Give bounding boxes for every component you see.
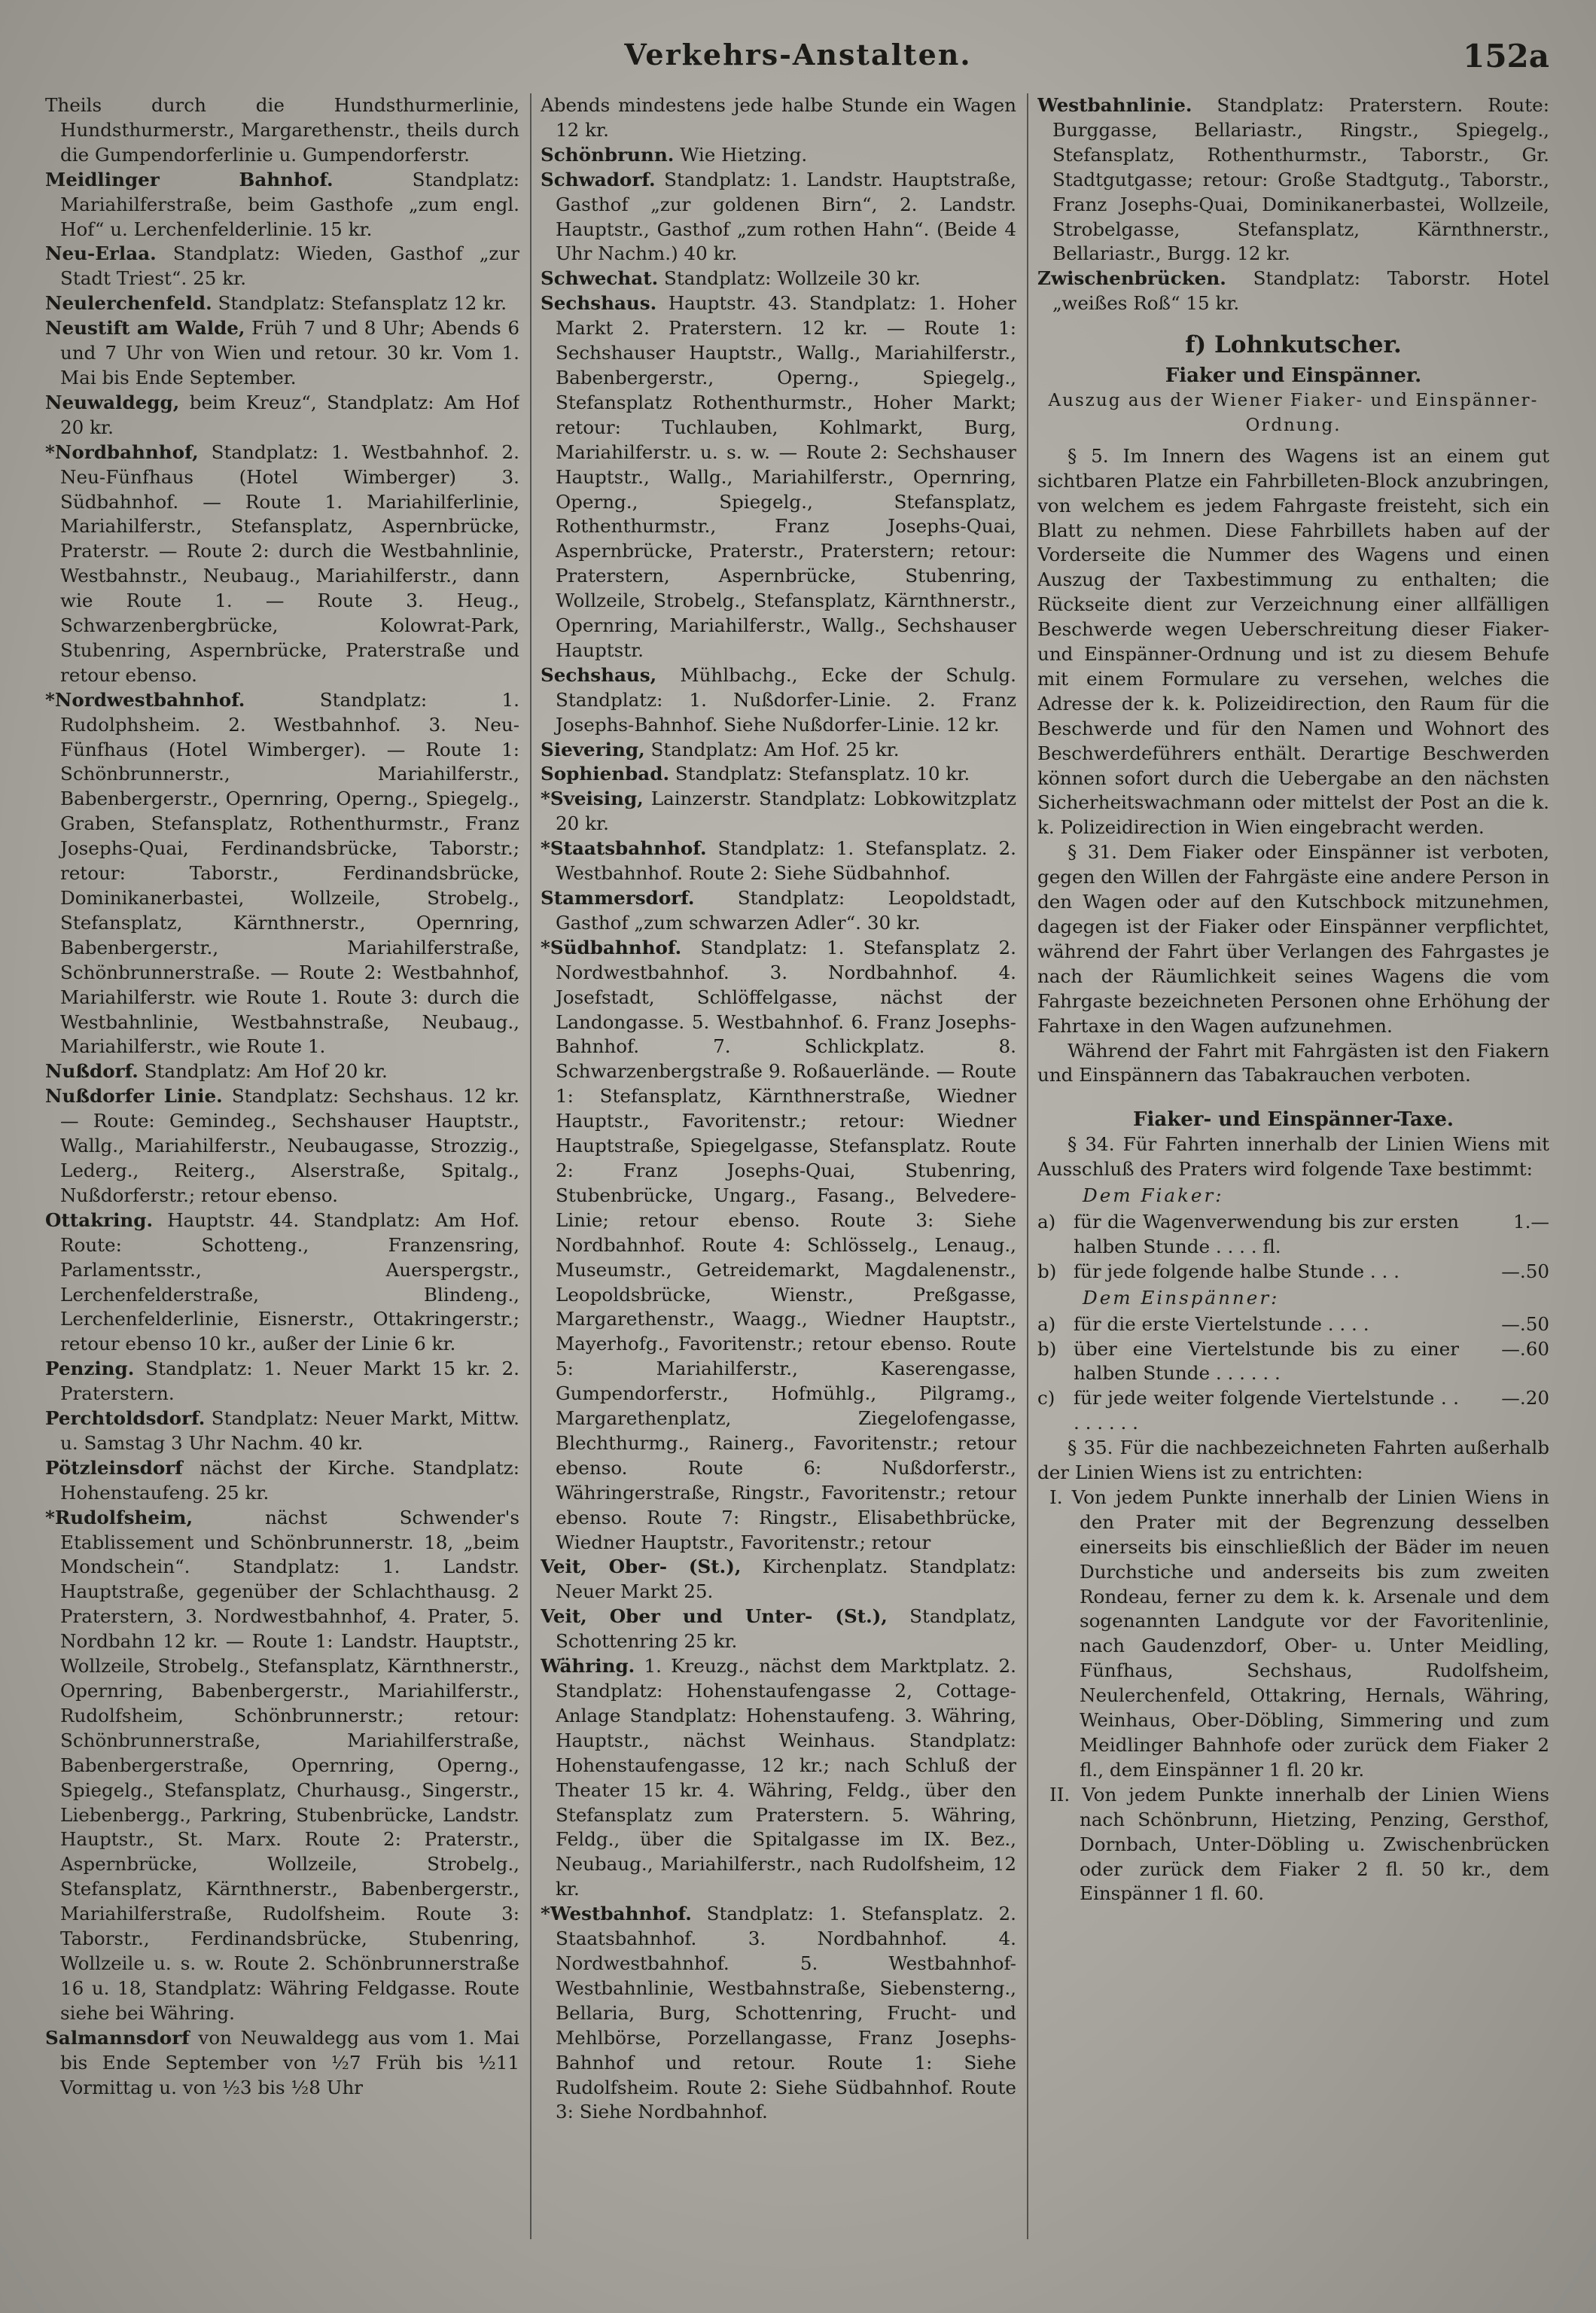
fiaker-rate-table: [1037, 1210, 1549, 1284]
entry-text: Standplatz: Am Hof. 25 kr.: [644, 738, 900, 760]
directory-entry: [541, 1555, 1016, 1604]
entry-text: Standplatz, Schottenring 25 kr.: [556, 1605, 1016, 1653]
entry-text: Standplatz: Taborstr. Hotel „weißes Roß“ 15 kr.: [1052, 267, 1549, 315]
taxe-heading: Fiaker- und Einspänner-Taxe.: [1133, 1108, 1454, 1132]
directory-entry: [45, 316, 519, 391]
entry-text: Standplatz: Wollzeile 30 kr.: [658, 267, 921, 290]
rate-row: [1037, 1337, 1549, 1387]
rate-value: —.50: [1501, 1260, 1549, 1282]
entry-title: Schwechat.: [541, 267, 659, 290]
entry-text: 1. Kreuzg., nächst dem Marktplatz. 2. Standplatz: Hohenstaufengasse 2, Cottage-Anlage Standplatz: Hohenstaufeng. 3. Währing, Hauptstr., nächst Weinhaus. Standplatz: Hohenstaufengasse, 12 kr.; nach Schluß der Theater 15 kr. 4. Währing, Feldg., über den Stefansplatz zum Praterstern. 5. Währing, Feldg., über die Spitalgasse im IX. Bez., Neubaug., Mariahilferstr., nach Rudolfsheim, 12 kr.: [556, 1655, 1016, 1900]
rate-label: b): [1037, 1260, 1057, 1282]
directory-entry: [45, 1059, 519, 1084]
rate-description: über eine Viertelstunde bis zu einer halben Stunde . . . . . .: [1074, 1337, 1459, 1385]
entry-title: Zwischenbrücken.: [1037, 267, 1226, 290]
directory-entry: [541, 1902, 1016, 2125]
entry-text: Früh 7 und 8 Uhr; Abends 6 und 7 Uhr von Wien und retour. 30 kr. Vom 1. Mai bis Ende September.: [60, 317, 519, 389]
entry-text: Standplatz: Sechshaus. 12 kr. — Route: Gemindeg., Sechshauser Hauptstr., Wallg., Mariahilferstr., Neubaugasse, Strozzig., Lederg., Reiterg., Alserstraße, Spitalg., Nußdorferstr.; retour ebenso.: [60, 1085, 519, 1206]
directory-entry: [541, 837, 1016, 886]
entry-title: *Staatsbahnhof.: [541, 837, 707, 860]
rate-row: [1037, 1210, 1549, 1260]
entry-text: nächst Schwender's Etablissement und Schönbrunnerstr. 18, „beim Mondschein“. Standplatz: 1. Landstr. Hauptstraße, gegenüber der Schlachthausg. 2 Praterstern, 3. Nordwestbahnhof, 4. Prater, 5. Nordbahn 12 kr. — Route 1: Landstr. Hauptstr., Wollzeile, Strobelg., Stefansplatz, Kärnthnerstr., Opernring, Babenbergerstr., Mariahilferstr., Rudolfsheim, Schönbrunnerstr.; retour: Schönbrunnerstraße, Mariahilferstraße, Babenbergerstraße, Opernring, Operng., Spiegelg., Stefansplatz, Churhausg., Singerstr., Liebenbergg., Parkring, Stubenbrücke, Landstr. Hauptstr., St. Marx. Route 2: Praterstr., Aspernbrücke, Wollzeile, Strobelg., Stefansplatz, Kärnthnerstr., Babenbergerstr., Mariahilferstraße, Rudolfsheim. Route 3: Taborstr., Ferdinandsbrücke, Stubenring, Wollzeile u. s. w. Route 2. Schönbrunnerstraße 16 u. 18, Standplatz: Währing Feldgasse. Route siehe bei Währing.: [60, 1506, 519, 2024]
entry-text: nächst der Kirche. Standplatz: Hohenstaufeng. 25 kr.: [60, 1456, 519, 1504]
entry-title: Schwadorf.: [541, 168, 656, 190]
entry-text: Standplatz: 1. Stefansplatz. 2. Westbahnhof. Route 2: Siehe Südbahnhof.: [556, 837, 1016, 885]
directory-entry: [541, 143, 1016, 168]
tariff-clause-2: II. Von jedem Punkte innerhalb der Linien Wiens nach Schönbrunn, Hietzing, Penzing, Gersthof, Dornbach, Unter-Döbling u. Zwischenbrücken oder zurück dem Fiaker 2 fl. 50 kr., dem Einspänner 1 fl. 60.: [1049, 1783, 1549, 1905]
rate-description: für jede folgende halbe Stunde . . .: [1074, 1260, 1400, 1282]
entry-title: Veit, Ober- (St.),: [541, 1556, 742, 1578]
directory-entry: [45, 1357, 519, 1406]
entry-title: *Nordwestbahnhof.: [45, 688, 245, 711]
directory-entry: [45, 688, 519, 1060]
column-middle: [541, 93, 1016, 2277]
directory-entry: [45, 1456, 519, 1506]
entry-title: Meidlinger Bahnhof.: [45, 168, 334, 190]
entry-text: Standplatz: Stefansplatz 12 kr.: [212, 292, 507, 315]
entry-title: Stammersdorf.: [541, 887, 695, 909]
entry-text: Abends mindestens jede halbe Stunde ein Wagen 12 kr.: [541, 94, 1016, 141]
entry-title: Nußdorfer Linie.: [45, 1085, 223, 1108]
entry-title: *Nordbahnhof,: [45, 440, 199, 463]
entry-text: Standplatz: Am Hof 20 kr.: [138, 1060, 388, 1083]
directory-entry: [541, 291, 1016, 663]
directory-entry: [45, 93, 519, 168]
entry-title: Neu-Erlaa.: [45, 242, 157, 265]
directory-entry: [541, 787, 1016, 837]
column-divider: [530, 93, 531, 2239]
entry-text: Hauptstr. 43. Standplatz: 1. Hoher Markt 2. Praterstern. 12 kr. — Route 1: Sechshauser Hauptstr., Wallg., Mariahilferstr., Babenbergerstr., Operng., Spiegelg., Stefansplatz Rothenthurmstr., Hoher Markt; retour: Tuchlauben, Kohlmarkt, Burg, Mariahilferstr. u. s. w. — Route 2: Sechshauser Hauptstr., Wallg., Mariahilferstr., Opernring, Operng., Spiegelg., Stefansplatz, Rothenthurmstr., Franz Josephs-Quai, Aspernbrücke, Praterstr., Praterstern; retour: Praterstern, Aspernbrücke, Stubenring, Wollzeile, Strobelg., Stefansplatz, Kärnthnerstr., Opernring, Mariahilferstr., Wallg., Sechshauser Hauptstr.: [556, 292, 1016, 661]
rate-description: für die Wagenverwendung bis zur ersten halben Stunde . . . . fl.: [1074, 1210, 1459, 1257]
rate-value: —.20: [1501, 1387, 1549, 1409]
rate-value: 1.—: [1512, 1210, 1549, 1233]
page-header: [0, 38, 1596, 90]
entry-title: Pötzleinsdorf: [45, 1456, 183, 1479]
directory-entry: [45, 2026, 519, 2101]
entry-text: Hauptstr. 44. Standplatz: Am Hof. Route: Schotteng., Franzensring, Parlamentsstr., Auerspergstr., Lerchenfelderstraße, Blindeng., Lerchenfelderlinie, Eisnerstr., Ottakringerstr.; retour ebenso 10 kr., außer der Linie 6 kr.: [60, 1208, 519, 1355]
directory-entry: [45, 1406, 519, 1456]
rate-description: für jede weiter folgende Viertelstunde . . . . . . . .: [1074, 1387, 1459, 1434]
directory-entry: [1037, 93, 1549, 267]
directory-entry: [45, 291, 519, 316]
directory-entry: [541, 663, 1016, 738]
section-heading: f) Lohnkutscher.: [1185, 331, 1402, 359]
entry-text: Standplatz: Neuer Markt, Mittw. u. Samstag 3 Uhr Nachm. 40 kr.: [60, 1407, 519, 1454]
directory-entry: [45, 242, 519, 291]
directory-entry: [541, 886, 1016, 936]
directory-entry: [45, 1084, 519, 1208]
entry-title: Neuwaldegg,: [45, 391, 180, 413]
entry-text: Standplatz: 1. Rudolphsheim. 2. Westbahnhof. 3. Neu-Fünfhaus (Hotel Wimberger). — Route 1: Schönbrunnerstr., Mariahilferstr., Babenbergerstr., Opernring, Operng., Spiegelg., Graben, Stefansplatz, Rothenthurmstr., Franz Josephs-Quai, Ferdinandsbrücke, Taborstr.; retour: Taborstr., Ferdinandsbrücke, Dominikanerbastei, Wollzeile, Strobelg., Stefansplatz, Kärnthnerstr., Opernring, Babenbergerstr., Mariahilferstraße, Schönbrunnerstraße. — Route 2: Westbahnhof, Mariahilferstr. wie Route 1. Route 3: durch die Westbahnlinie, Westbahnstraße, Neubaug., Mariahilferstr., wie Route 1.: [60, 688, 519, 1058]
entry-text: Kirchenplatz. Standplatz: Neuer Markt 25.: [556, 1556, 1016, 1603]
directory-entry: [541, 93, 1016, 143]
directory-entry: [541, 168, 1016, 267]
directory-entry: [45, 168, 519, 242]
paragraph-smoking: Während der Fahrt mit Fahrgästen ist den Fiakern und Einspännern das Tabakrauchen verboten.: [1037, 1039, 1549, 1086]
rate-label: c): [1037, 1387, 1055, 1409]
rate-value: —.60: [1501, 1337, 1549, 1360]
entry-title: *Sveising,: [541, 788, 644, 810]
directory-entry: [541, 1654, 1016, 1902]
entry-title: Penzing.: [45, 1358, 135, 1380]
entry-title: Westbahnlinie.: [1037, 94, 1192, 116]
fiaker-subheading: Dem Fiaker:: [1083, 1184, 1224, 1207]
entry-text: Standplatz: Praterstern. Route: Burggasse, Bellariastr., Ringstr., Spiegelg., Stefansplatz, Rothenthurmstr., Taborstr., Gr. Stadtgutgasse; retour: Große Stadtgutg., Taborstr., Franz Josephs-Quai, Dominikanerbastei, Wollzeile, Strobelgasse, Stefansplatz, Kärnthnerstr., Bellariastr., Burgg. 12 kr.: [1052, 94, 1549, 265]
rate-label: b): [1037, 1337, 1057, 1360]
entry-text: Standplatz: Wieden, Gasthof „zur Stadt Triest“. 25 kr.: [60, 242, 519, 290]
paragraph-35: § 35. Für die nachbezeichneten Fahrten außerhalb der Linien Wiens ist zu entrichten:: [1037, 1437, 1549, 1484]
rate-label: a): [1037, 1312, 1056, 1335]
entry-title: Salmannsdorf: [45, 2026, 190, 2049]
directory-entry: [45, 391, 519, 440]
rate-row: [1037, 1386, 1549, 1436]
tariff-clause-1: I. Von jedem Punkte innerhalb der Linien Wiens in den Prater mit der Begrenzung desselben einerseits bis einschließlich der Bäder im neuen Durchstiche und anderseits bis zum zweiten Rondeau, ferner zu dem k. k. Arsenale und dem sogenannten Landgute vor der Favoritenlinie, nach Gaudenzdorf, Ober- u. Unter Meidling, Fünfhaus, Sechshaus, Rudolfsheim, Neulerchenfeld, Ottakring, Hernals, Währing, Weinhaus, Ober-Döbling, Simmering und zum Meidlinger Bahnhofe oder zurück dem Fiaker 2 fl., dem Einspänner 1 fl. 20 kr.: [1049, 1486, 1549, 1781]
paragraph-31: § 31. Dem Fiaker oder Einspänner ist verboten, gegen den Willen der Fahrgäste eine andere Person in den Wagen oder auf den Kutschbock mitzunehmen, dagegen ist der Fiaker oder Einspänner verpflichtet, während der Fahrt über Verlangen des Fahrgastes je nach der Räumlichkeit seines Wagens die vom Fahrgaste bezeichneten Personen ohne Erhöhung der Fahrtaxe in den Wagen aufzunehmen.: [1037, 841, 1549, 1037]
directory-entry: [45, 1208, 519, 1357]
fiaker-note: Auszug aus der Wiener Fiaker- und Einspänner-Ordnung.: [1048, 390, 1539, 435]
entry-title: *Rudolfsheim,: [45, 1506, 193, 1528]
entry-text: Standplatz: Leopoldstadt, Gasthof „zum schwarzen Adler“. 30 kr.: [556, 887, 1016, 934]
rate-row: [1037, 1260, 1549, 1284]
entry-title: Sechshaus,: [541, 663, 657, 686]
directory-entry: [541, 738, 1016, 763]
entry-text: Theils durch die Hundsthurmerlinie, Hundsthurmerstr., Margarethenstr., theils durch die Gumpendorferlinie u. Gumpendorferstr.: [45, 94, 519, 166]
entry-title: *Westbahnhof.: [541, 1903, 692, 1925]
entry-text: Lainzerstr. Standplatz: Lobkowitzplatz 20 kr.: [556, 788, 1016, 835]
entry-title: Sechshaus.: [541, 292, 657, 315]
entry-title: Sophienbad.: [541, 763, 670, 785]
entry-title: Ottakring.: [45, 1208, 154, 1231]
directory-entry: [45, 440, 519, 688]
column-divider: [1027, 93, 1028, 2239]
entry-text: Standplatz: 1. Stefansplatz. 2. Staatsbahnhof. 3. Nordbahnhof. 4. Nordwestbahnhof. 5. Westbahnhof-Westbahnlinie, Westbahnstraße, Siebensterng., Bellaria, Burg, Schottenring, Frucht- und Mehlbörse, Porzellangasse, Franz Josephs-Bahnhof und retour. Route 1: Siehe Rudolfsheim. Route 2: Siehe Südbahnhof. Route 3: Siehe Nordbahnhof.: [556, 1903, 1016, 2123]
entry-text: von Neuwaldegg aus vom 1. Mai bis Ende September von ½7 Früh bis ½11 Vormittag u. von ½3 bis ½8 Uhr: [60, 2026, 519, 2098]
entry-title: Veit, Ober und Unter- (St.),: [541, 1605, 888, 1628]
entry-title: Nußdorf.: [45, 1060, 139, 1083]
entry-title: Währing.: [541, 1655, 635, 1678]
directory-entry: [45, 1506, 519, 2026]
directory-entry: [1037, 267, 1549, 316]
right-entries: [1037, 93, 1549, 316]
entry-title: Sievering,: [541, 738, 645, 760]
directory-entry: [541, 267, 1016, 291]
page-number: 152a: [1463, 38, 1549, 75]
entry-text: Standplatz: Stefansplatz. 10 kr.: [669, 763, 970, 785]
column-left: [45, 93, 519, 2277]
einspaenner-rate-table: [1037, 1312, 1549, 1437]
entry-text: beim Kreuz“, Standplatz: Am Hof 20 kr.: [60, 391, 519, 438]
entry-title: Perchtoldsdorf.: [45, 1407, 206, 1430]
directory-entry: [541, 1604, 1016, 1654]
rate-row: [1037, 1312, 1549, 1337]
entry-text: Standplatz: Mariahilferstraße, beim Gasthofe „zum engl. Hof“ u. Lerchenfelderlinie. 15 kr.: [60, 168, 519, 240]
rate-description: für die erste Viertelstunde . . . .: [1074, 1312, 1369, 1335]
entry-text: Standplatz: 1. Stefansplatz 2. Nordwestbahnhof. 3. Nordbahnhof. 4. Josefstadt, Schlöffelgasse, nächst der Landongasse. 5. Westbahnhof. 6. Franz Josephs-Bahnhof. 7. Schlickplatz. 8. Schwarzenbergstraße 9. Roßauerlände. — Route 1: Stefansplatz, Kärnthnerstraße, Wiedner Hauptstr., Favoritenstr.; retour: Wiedner Hauptstraße, Spiegelgasse, Stefansplatz. Route 2: Franz Josephs-Quai, Stubenring, Stubenbrücke, Ungarg., Fasang., Belvedere-Linie; retour ebenso. Route 3: Siehe Nordbahnhof. Route 4: Schlösselg., Lenaug., Museumstr., Getreidemarkt, Magdalenenstr., Leopoldsbrücke, Wienstr., Preßgasse, Margarethenstr., Waagg., Wiedner Hauptstr., Mayerhofg., Favoritenstr.; retour ebenso. Route 5: Mariahilferstr., Kaserengasse, Gumpendorferstr., Hofmühlg., Pilgramg., Margarethenplatz, Ziegelofengasse, Blechthurmg., Rainerg., Favoritenstr.; retour ebenso. Route 6: Nußdorferstr., Währingerstraße, Ringstr., Favoritenstr.; retour ebenso. Route 7: Ringstr., Elisabethbrücke, Wiedner Hauptstr., Favoritenstr.; retour: [556, 936, 1016, 1553]
directory-entry: [541, 762, 1016, 787]
directory-entry: [541, 936, 1016, 1556]
fiaker-heading: Fiaker und Einspänner.: [1165, 364, 1422, 388]
taxe-intro: § 34. Für Fahrten innerhalb der Linien Wiens mit Ausschluß des Praters wird folgende Taxe bestimmt:: [1037, 1133, 1549, 1181]
entry-title: Neustift am Walde,: [45, 317, 245, 340]
entry-title: Neulerchenfeld.: [45, 292, 212, 315]
entry-text: Wie Hietzing.: [674, 143, 808, 166]
entry-text: Standplatz: 1. Neuer Markt 15 kr. 2. Praterstern.: [60, 1358, 519, 1405]
rate-value: —.50: [1501, 1312, 1549, 1335]
rate-label: a): [1037, 1210, 1056, 1233]
entry-title: *Südbahnhof.: [541, 936, 682, 958]
entry-text: Standplatz: 1. Landstr. Hauptstraße, Gasthof „zur goldenen Birn“, 2. Landstr. Hauptstr., Gasthof „zum rothen Hahn“. (Beide 4 Uhr Nachm.) 40 kr.: [556, 168, 1016, 265]
einspaenner-subheading: Dem Einspänner:: [1083, 1286, 1280, 1309]
running-title: Verkehrs-Anstalten.: [624, 38, 972, 72]
column-right: [1037, 93, 1549, 2277]
paragraph-5: § 5. Im Innern des Wagens ist an einem gut sichtbaren Platze ein Fahrbilleten-Block anzubringen, von welchem es jedem Fahrgaste freisteht, sich ein Blatt zu nehmen. Diese Fahrbillets haben auf der Vorderseite die Nummer des Wagens und einen Auszug der Taxbestimmung zu enthalten; die Rückseite dient zur Verzeichnung einer allfälligen Beschwerde wegen Ueberschreitung dieser Fiaker- und Einspänner-Ordnung und ist zu diesem Behufe mit einem Formulare zu versehen, welches die Adresse der k. k. Polizeidirection, den Raum für die Beschwerde und für den Namen und Wohnort des Beschwerdeführers enthält. Derartige Beschwerden können sofort durch die Uebergabe an den nächsten Sicherheitswachmann oder mittelst der Post an die k. k. Polizeidirection in Wien eingebracht werden.: [1037, 444, 1549, 839]
entry-text: Mühlbachg., Ecke der Schulg. Standplatz: 1. Nußdorfer-Linie. 2. Franz Josephs-Bahnhof. Siehe Nußdorfer-Linie. 12 kr.: [556, 663, 1016, 736]
entry-text: Standplatz: 1. Westbahnhof. 2. Neu-Fünfhaus (Hotel Wimberger) 3. Südbahnhof. — Route 1. Mariahilferlinie, Mariahilferstr., Stefansplatz, Aspernbrücke, Praterstr. — Route 2: durch die Westbahnlinie, Westbahnstr., Neubaug., Mariahilferstr., dann wie Route 1. — Route 3. Heug., Schwarzenbergbrücke, Kolowrat-Park, Stubenring, Aspernbrücke, Praterstraße und retour ebenso.: [60, 440, 519, 686]
entry-title: Schönbrunn.: [541, 143, 675, 166]
